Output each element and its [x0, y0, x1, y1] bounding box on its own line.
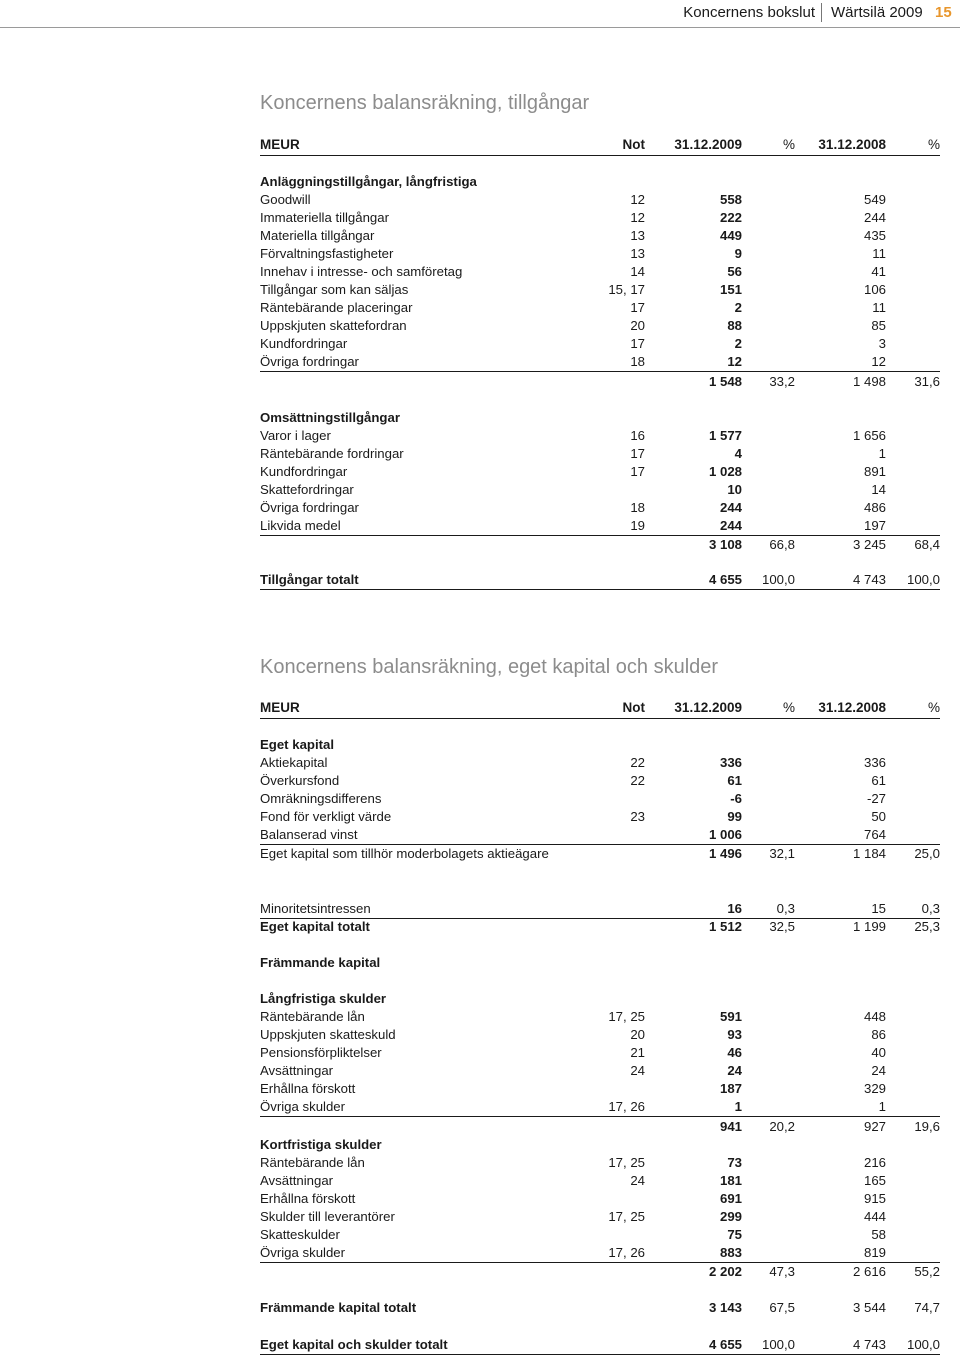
cell-v2009-value: 75 — [727, 1227, 742, 1242]
cell-v2009-value: -6 — [730, 791, 742, 806]
liabilities-column-header — [260, 699, 940, 719]
cell-v2008-value: 1 184 — [852, 846, 886, 861]
cell-note: 17, 26 — [608, 1099, 645, 1114]
table-row — [260, 1118, 940, 1136]
cell-label: Erhållna förskott — [260, 1191, 356, 1206]
cell-v2009-value: 222 — [719, 210, 742, 225]
cell-label: Räntebärande lån — [260, 1155, 365, 1170]
table-row — [260, 571, 940, 590]
cell-v2008-pct: 74,7 — [914, 1300, 940, 1315]
col-note: Not — [622, 137, 645, 152]
cell-v2009-value: 88 — [727, 318, 742, 333]
cell-label: Uppskjuten skattefordran — [260, 318, 407, 333]
cell-label: Övriga fordringar — [260, 500, 359, 515]
table-row — [260, 335, 940, 353]
table-row — [260, 1008, 940, 1026]
cell-v2009-pct: 47,3 — [769, 1264, 795, 1279]
cell-v2008-value: 915 — [863, 1191, 886, 1206]
cell-label: Innehav i intresse- och samföretag — [260, 264, 463, 279]
assets-column-header — [260, 136, 940, 156]
table-row — [260, 900, 940, 919]
cell-note: 22 — [630, 755, 645, 770]
cell-v2009-value: 2 — [734, 300, 742, 315]
table-row — [260, 1062, 940, 1080]
cell-v2008-value: 61 — [871, 773, 886, 788]
cell-v2008-value: 244 — [863, 210, 886, 225]
table-row — [260, 373, 940, 391]
cell-v2009-value: 299 — [719, 1209, 742, 1224]
table-row — [260, 772, 940, 790]
cell-label: Skatteskulder — [260, 1227, 340, 1242]
table-row — [260, 1336, 940, 1355]
cell-note: 20 — [630, 1027, 645, 1042]
cell-v2008-value: 41 — [871, 264, 886, 279]
cell-v2009-value: 56 — [727, 264, 742, 279]
cell-label: Räntebärande placeringar — [260, 300, 413, 315]
cell-v2009-value: 181 — [719, 1173, 742, 1188]
cell-label: Omsättningstillgångar — [260, 410, 400, 425]
col-note: Not — [622, 700, 645, 715]
cell-v2009-value: 1 — [734, 1099, 742, 1114]
cell-label: Goodwill — [260, 192, 311, 207]
cell-v2008-value: 927 — [863, 1119, 886, 1134]
cell-label: Erhållna förskott — [260, 1081, 356, 1096]
cell-note: 19 — [630, 518, 645, 533]
cell-label: Skulder till leverantörer — [260, 1209, 395, 1224]
cell-v2008-pct: 25,0 — [914, 846, 940, 861]
cell-note: 14 — [630, 264, 645, 279]
cell-v2009-value: 941 — [719, 1119, 742, 1134]
cell-v2008-value: 24 — [871, 1063, 886, 1078]
cell-label: Aktiekapital — [260, 755, 328, 770]
cell-label: Främmande kapital — [260, 955, 381, 970]
cell-label: Immateriella tillgångar — [260, 210, 389, 225]
cell-label: Fond för verkligt värde — [260, 809, 392, 824]
cell-label: Materiella tillgångar — [260, 228, 375, 243]
table-row — [260, 227, 940, 245]
section-name: Koncernens bokslut — [683, 4, 815, 21]
cell-label: Kundfordringar — [260, 464, 348, 479]
cell-label: Överkursfond — [260, 773, 340, 788]
cell-v2009-value: 244 — [719, 500, 742, 515]
table-row — [260, 299, 940, 317]
cell-v2008-value: 329 — [863, 1081, 886, 1096]
table-row — [260, 499, 940, 517]
cell-v2009-value: 3 143 — [708, 1300, 742, 1315]
table-row — [260, 245, 940, 263]
cell-note: 12 — [630, 192, 645, 207]
table-row — [260, 1044, 940, 1062]
table-row — [260, 845, 940, 863]
cell-label: Balanserad vinst — [260, 827, 358, 842]
table-row — [260, 317, 940, 335]
cell-note: 17 — [630, 300, 645, 315]
table-row — [260, 263, 940, 281]
cell-note: 12 — [630, 210, 645, 225]
cell-v2009-value: 93 — [727, 1027, 742, 1042]
cell-v2008-value: 3 — [878, 336, 886, 351]
table-row — [260, 191, 940, 209]
cell-v2008-value: 197 — [863, 518, 886, 533]
cell-label: Omräkningsdifferens — [260, 791, 382, 806]
cell-v2008-value: 448 — [863, 1009, 886, 1024]
col-2008: 31.12.2008 — [818, 137, 886, 152]
cell-note: 17 — [630, 464, 645, 479]
cell-v2008-pct: 19,6 — [914, 1119, 940, 1134]
cell-label: Likvida medel — [260, 518, 341, 533]
cell-v2009-value: 1 512 — [708, 919, 742, 934]
cell-v2008-pct: 100,0 — [906, 1337, 940, 1352]
cell-v2008-value: 336 — [863, 755, 886, 770]
cell-v2009-value: 3 108 — [708, 537, 742, 552]
cell-v2008-value: 14 — [871, 482, 886, 497]
cell-v2009-pct: 100,0 — [761, 1337, 795, 1352]
group-heading — [260, 954, 940, 972]
cell-label: Avsättningar — [260, 1063, 334, 1078]
table-row — [260, 281, 940, 299]
cell-v2009-value: 1 028 — [708, 464, 742, 479]
cell-note: 24 — [630, 1173, 645, 1188]
document-name: Wärtsilä 2009 — [831, 4, 923, 21]
cell-v2009-value: 2 — [734, 336, 742, 351]
cell-v2008-value: 3 245 — [852, 537, 886, 552]
cell-label: Uppskjuten skatteskuld — [260, 1027, 396, 1042]
cell-note: 18 — [630, 354, 645, 369]
page-header — [0, 0, 960, 28]
cell-label: Förvaltningsfastigheter — [260, 246, 394, 261]
cell-v2009-value: 336 — [719, 755, 742, 770]
col-2009: 31.12.2009 — [674, 137, 742, 152]
cell-v2008-value: 1 656 — [852, 428, 886, 443]
cell-label: Tillgångar totalt — [260, 572, 359, 587]
cell-v2009-value: 24 — [727, 1063, 742, 1078]
cell-v2008-pct: 68,4 — [914, 537, 940, 552]
table-row — [260, 517, 940, 536]
cell-label: Övriga skulder — [260, 1245, 346, 1260]
cell-v2008-value: 1 199 — [852, 919, 886, 934]
cell-label: Eget kapital — [260, 737, 335, 752]
cell-label: Eget kapital totalt — [260, 919, 370, 934]
table-row — [260, 1244, 940, 1263]
cell-label: Avsättningar — [260, 1173, 334, 1188]
cell-note: 21 — [630, 1045, 645, 1060]
cell-v2008-value: 11 — [872, 300, 886, 315]
cell-label: Räntebärande lån — [260, 1009, 365, 1024]
cell-v2008-pct: 100,0 — [906, 572, 940, 587]
cell-v2009-pct: 32,1 — [769, 846, 795, 861]
cell-v2009-pct: 66,8 — [769, 537, 795, 552]
cell-label: Skattefordringar — [260, 482, 354, 497]
col-2009: 31.12.2009 — [674, 700, 742, 715]
table-row — [260, 536, 940, 554]
table-row — [260, 1098, 940, 1117]
cell-v2008-value: 4 743 — [852, 572, 886, 587]
cell-v2008-value: -27 — [866, 791, 886, 806]
col-2008-pct: % — [927, 700, 940, 715]
cell-label: Tillgångar som kan säljas — [260, 282, 409, 297]
table-row — [260, 1080, 940, 1098]
cell-v2009-value: 4 655 — [708, 572, 742, 587]
cell-v2009-value: 10 — [727, 482, 742, 497]
cell-v2008-value: 106 — [863, 282, 886, 297]
cell-v2009-value: 12 — [727, 354, 742, 369]
table-row — [260, 1026, 940, 1044]
cell-v2008-value: 1 — [878, 1099, 886, 1114]
cell-label: Pensionsförpliktelser — [260, 1045, 382, 1060]
col-unit: MEUR — [260, 700, 300, 715]
cell-v2009-value: 99 — [727, 809, 742, 824]
cell-label: Eget kapital som tillhör moderbolagets aktieägare — [260, 846, 549, 861]
cell-v2009-value: 1 548 — [708, 374, 742, 389]
cell-v2009-pct: 32,5 — [769, 919, 795, 934]
cell-v2008-value: 444 — [863, 1209, 886, 1224]
group-heading — [260, 1136, 940, 1154]
cell-note: 17, 25 — [608, 1155, 645, 1170]
cell-note: 17 — [630, 446, 645, 461]
cell-note: 17 — [630, 336, 645, 351]
cell-v2009-pct: 0,3 — [776, 901, 795, 916]
page-number: 15 — [935, 4, 952, 21]
table-row — [260, 808, 940, 826]
cell-v2008-value: 486 — [863, 500, 886, 515]
cell-note: 24 — [630, 1063, 645, 1078]
cell-label: Räntebärande fordringar — [260, 446, 404, 461]
group-heading — [260, 173, 940, 191]
col-2009-pct: % — [782, 137, 795, 152]
table-row — [260, 918, 940, 936]
cell-v2009-value: 558 — [719, 192, 742, 207]
cell-v2008-value: 15 — [871, 901, 886, 916]
cell-v2009-value: 4 655 — [708, 1337, 742, 1352]
cell-note: 17, 26 — [608, 1245, 645, 1260]
cell-label: Övriga skulder — [260, 1099, 346, 1114]
cell-v2009-pct: 100,0 — [761, 572, 795, 587]
cell-v2009-value: 9 — [734, 246, 742, 261]
cell-label: Varor i lager — [260, 428, 331, 443]
table-row — [260, 1190, 940, 1208]
cell-note: 16 — [630, 428, 645, 443]
table-row — [260, 481, 940, 499]
cell-note: 15, 17 — [608, 282, 645, 297]
cell-note: 17, 25 — [608, 1209, 645, 1224]
cell-v2009-value: 1 006 — [708, 827, 742, 842]
cell-v2008-value: 86 — [871, 1027, 886, 1042]
col-unit: MEUR — [260, 137, 300, 152]
cell-v2009-value: 73 — [727, 1155, 742, 1170]
cell-note: 20 — [630, 318, 645, 333]
group-heading — [260, 736, 940, 754]
cell-label: Övriga fordringar — [260, 354, 359, 369]
cell-v2009-pct: 67,5 — [769, 1300, 795, 1315]
table-row — [260, 353, 940, 372]
cell-v2009-value: 1 577 — [708, 428, 742, 443]
cell-v2009-value: 1 496 — [708, 846, 742, 861]
cell-note: 22 — [630, 773, 645, 788]
cell-v2008-value: 4 743 — [852, 1337, 886, 1352]
assets-title: Koncernens balansräkning, tillgångar — [260, 92, 590, 114]
table-row — [260, 1226, 940, 1244]
cell-v2008-value: 891 — [863, 464, 886, 479]
cell-v2008-value: 1 498 — [852, 374, 886, 389]
cell-v2008-value: 11 — [872, 246, 886, 261]
cell-note: 18 — [630, 500, 645, 515]
cell-v2008-value: 435 — [863, 228, 886, 243]
table-row — [260, 463, 940, 481]
cell-label: Eget kapital och skulder totalt — [260, 1337, 448, 1352]
table-row — [260, 209, 940, 227]
table-row — [260, 1172, 940, 1190]
col-2008-pct: % — [927, 137, 940, 152]
cell-v2008-value: 3 544 — [852, 1300, 886, 1315]
table-row — [260, 445, 940, 463]
table-row — [260, 1154, 940, 1172]
cell-v2008-value: 165 — [863, 1173, 886, 1188]
cell-label: Anläggningstillgångar, långfristiga — [260, 174, 477, 189]
table-row — [260, 754, 940, 772]
cell-v2009-pct: 20,2 — [769, 1119, 795, 1134]
cell-v2008-value: 819 — [863, 1245, 886, 1260]
liabilities-title: Koncernens balansräkning, eget kapital och skulder — [260, 656, 719, 678]
cell-v2009-value: 61 — [727, 773, 742, 788]
col-2008: 31.12.2008 — [818, 700, 886, 715]
cell-v2008-pct: 0,3 — [921, 901, 940, 916]
table-row — [260, 1299, 940, 1317]
cell-label: Minoritetsintressen — [260, 901, 371, 916]
group-heading — [260, 990, 940, 1008]
header-divider — [821, 3, 822, 22]
cell-v2009-value: 449 — [719, 228, 742, 243]
table-row — [260, 1263, 940, 1281]
cell-label: Främmande kapital totalt — [260, 1300, 417, 1315]
cell-v2008-value: 549 — [863, 192, 886, 207]
cell-v2009-value: 691 — [719, 1191, 742, 1206]
cell-v2009-value: 2 202 — [708, 1264, 742, 1279]
cell-v2008-value: 2 616 — [852, 1264, 886, 1279]
cell-v2009-value: 4 — [734, 446, 742, 461]
cell-v2009-value: 244 — [719, 518, 742, 533]
cell-v2008-value: 1 — [878, 446, 886, 461]
cell-label: Kortfristiga skulder — [260, 1137, 382, 1152]
table-row — [260, 826, 940, 845]
cell-v2009-value: 16 — [727, 901, 742, 916]
cell-v2008-value: 58 — [871, 1227, 886, 1242]
cell-label: Kundfordringar — [260, 336, 348, 351]
cell-v2008-value: 12 — [871, 354, 886, 369]
cell-v2009-value: 151 — [719, 282, 742, 297]
cell-v2008-pct: 31,6 — [914, 374, 940, 389]
cell-v2008-value: 85 — [871, 318, 886, 333]
cell-v2008-pct: 55,2 — [914, 1264, 940, 1279]
cell-note: 17, 25 — [608, 1009, 645, 1024]
cell-note: 13 — [630, 228, 645, 243]
cell-v2009-value: 187 — [719, 1081, 742, 1096]
cell-v2008-value: 216 — [863, 1155, 886, 1170]
cell-label: Långfristiga skulder — [260, 991, 387, 1006]
cell-v2008-pct: 25,3 — [914, 919, 940, 934]
cell-v2009-value: 46 — [727, 1045, 742, 1060]
cell-note: 13 — [630, 246, 645, 261]
cell-v2008-value: 50 — [871, 809, 886, 824]
col-2009-pct: % — [782, 700, 795, 715]
cell-v2009-value: 883 — [719, 1245, 742, 1260]
cell-v2008-value: 40 — [871, 1045, 886, 1060]
table-row — [260, 790, 940, 808]
table-row — [260, 1208, 940, 1226]
group-heading — [260, 409, 940, 427]
cell-v2009-value: 591 — [719, 1009, 742, 1024]
table-row — [260, 427, 940, 445]
cell-note: 23 — [630, 809, 645, 824]
cell-v2008-value: 764 — [863, 827, 886, 842]
cell-v2009-pct: 33,2 — [769, 374, 795, 389]
